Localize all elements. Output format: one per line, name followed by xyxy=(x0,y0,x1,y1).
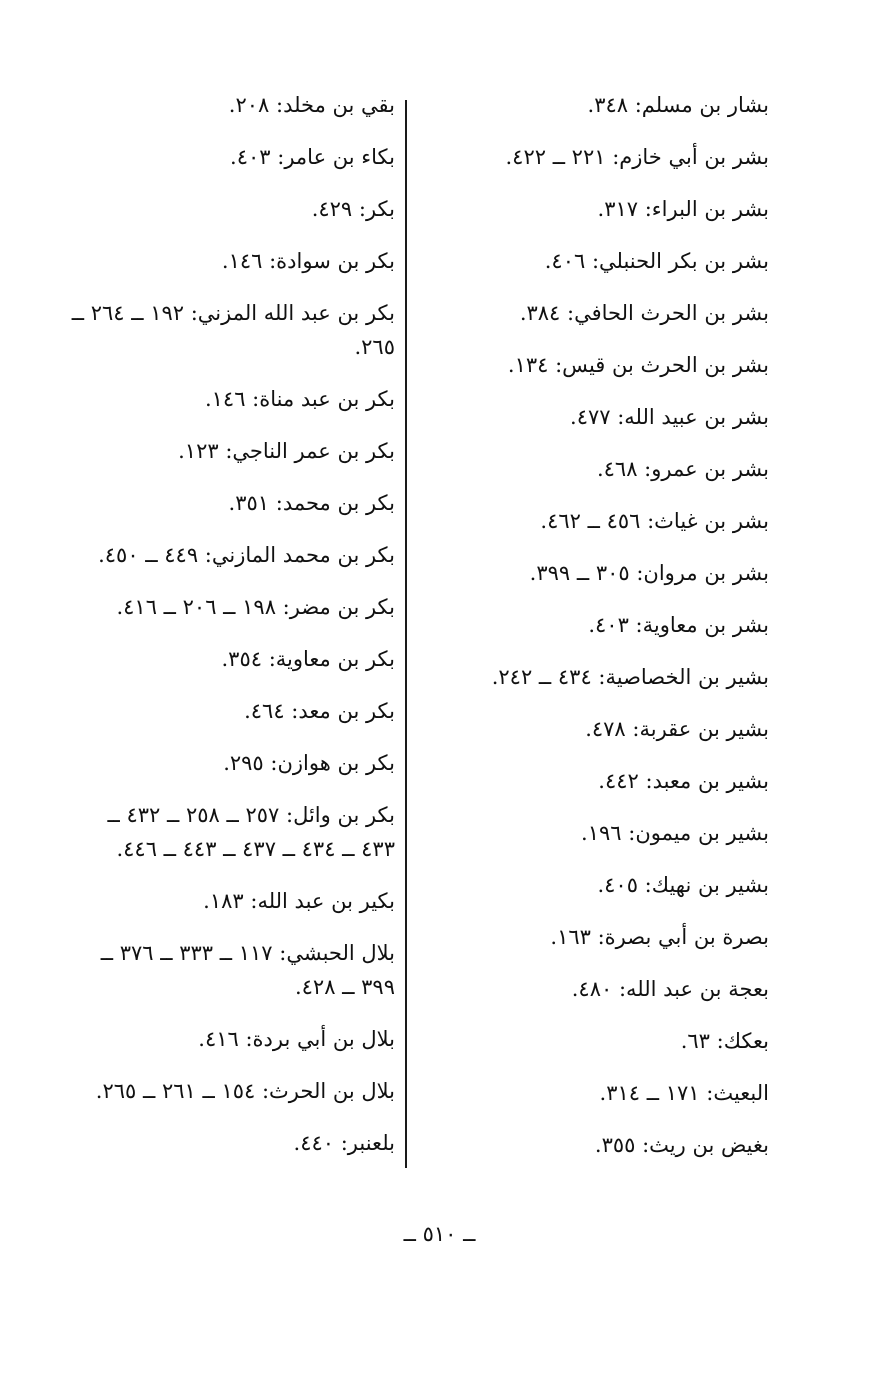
index-column-left xyxy=(70,88,395,1178)
index-entry: بشير بن نهيك: ٤٠٥. xyxy=(597,873,769,897)
index-entry: البعيث: ١٧١ ــ ٣١٤. xyxy=(599,1081,769,1105)
index-entry: بكر بن سوادة: ١٤٦. xyxy=(221,249,395,273)
index-entry: بكر بن عبد مناة: ١٤٦. xyxy=(204,387,395,411)
index-entry: بكر: ٤٢٩. xyxy=(311,197,395,221)
index-entry: بلال بن الحرث: ١٥٤ ــ ٢٦١ ــ ٢٦٥. xyxy=(95,1079,395,1103)
index-entry: بشر بن الحرث الحافي: ٣٨٤. xyxy=(519,301,769,325)
index-entry: بكاء بن عامر: ٤٠٣. xyxy=(230,145,395,169)
index-entry: بشير بن عقربة: ٤٧٨. xyxy=(585,717,769,741)
index-entry: بغيض بن ريث: ٣٥٥. xyxy=(594,1133,769,1157)
index-entry: بقي بن مخلد: ٢٠٨. xyxy=(228,93,395,117)
index-entry: بلعنبر: ٤٤٠. xyxy=(293,1131,395,1155)
column-divider xyxy=(405,100,407,1168)
page-number: ــ ٥١٠ ــ xyxy=(403,1222,476,1246)
index-entry: بكر بن هوازن: ٢٩٥. xyxy=(223,751,395,775)
index-entry: بكر بن معاوية: ٣٥٤. xyxy=(221,647,395,671)
index-entry: بشير بن ميمون: ١٩٦. xyxy=(581,821,769,845)
index-entry: بشر بن أبي خازم: ٢٢١ ــ ٤٢٢. xyxy=(505,145,769,169)
index-entry: بعكك: ٦٣. xyxy=(680,1029,769,1053)
index-entry: بشر بن مروان: ٣٠٥ ــ ٣٩٩. xyxy=(529,561,769,585)
index-entry: بشار بن مسلم: ٣٤٨. xyxy=(587,93,769,117)
index-entry: بلال بن أبي بردة: ٤١٦. xyxy=(198,1027,395,1051)
index-entry: بشر بن عبيد الله: ٤٧٧. xyxy=(570,405,769,429)
index-entry: بشر بن الحرث بن قيس: ١٣٤. xyxy=(507,353,769,377)
index-entry: بكر بن مضر: ١٩٨ ــ ٢٠٦ ــ ٤١٦. xyxy=(116,595,395,619)
index-entry: بكر بن عبد الله المزني: ١٩٢ ــ ٢٦٤ ــ ٢٦٥. xyxy=(71,301,395,359)
index-entry: بكر بن محمد المازني: ٤٤٩ ــ ٤٥٠. xyxy=(98,543,395,567)
index-column-right xyxy=(399,88,769,1180)
index-entry: بشر بن عمرو: ٤٦٨. xyxy=(596,457,769,481)
index-entry: بكر بن عمر الناجي: ١٢٣. xyxy=(178,439,395,463)
index-entry: بشر بن معاوية: ٤٠٣. xyxy=(588,613,769,637)
index-entry: بصرة بن أبي بصرة: ١٦٣. xyxy=(550,925,769,949)
index-entry: بعجة بن عبد الله: ٤٨٠. xyxy=(571,977,769,1001)
index-entry: بشير بن الخصاصية: ٤٣٤ ــ ٢٤٢. xyxy=(491,665,769,689)
index-entry: بكر بن محمد: ٣٥١. xyxy=(228,491,395,515)
index-entry: بشر بن البراء: ٣١٧. xyxy=(597,197,769,221)
index-entry: بشر بن غياث: ٤٥٦ ــ ٤٦٢. xyxy=(540,509,769,533)
index-entry: بشر بن بكر الحنبلي: ٤٠٦. xyxy=(544,249,769,273)
index-entry: بكير بن عبد الله: ١٨٣. xyxy=(203,889,395,913)
index-entry: بكر بن معد: ٤٦٤. xyxy=(244,699,395,723)
index-entry: بلال الحبشي: ١١٧ ــ ٣٣٣ ــ ٣٧٦ ــ ٣٩٩ ــ ٤٢٨. xyxy=(100,941,395,999)
index-entry: بكر بن وائل: ٢٥٧ ــ ٢٥٨ ــ ٤٣٢ ــ ٤٣٣ ــ ٤٣٤ ــ ٤٣٧ ــ ٤٤٣ ــ ٤٤٦. xyxy=(107,803,395,861)
index-entry: بشير بن معبد: ٤٤٢. xyxy=(598,769,769,793)
